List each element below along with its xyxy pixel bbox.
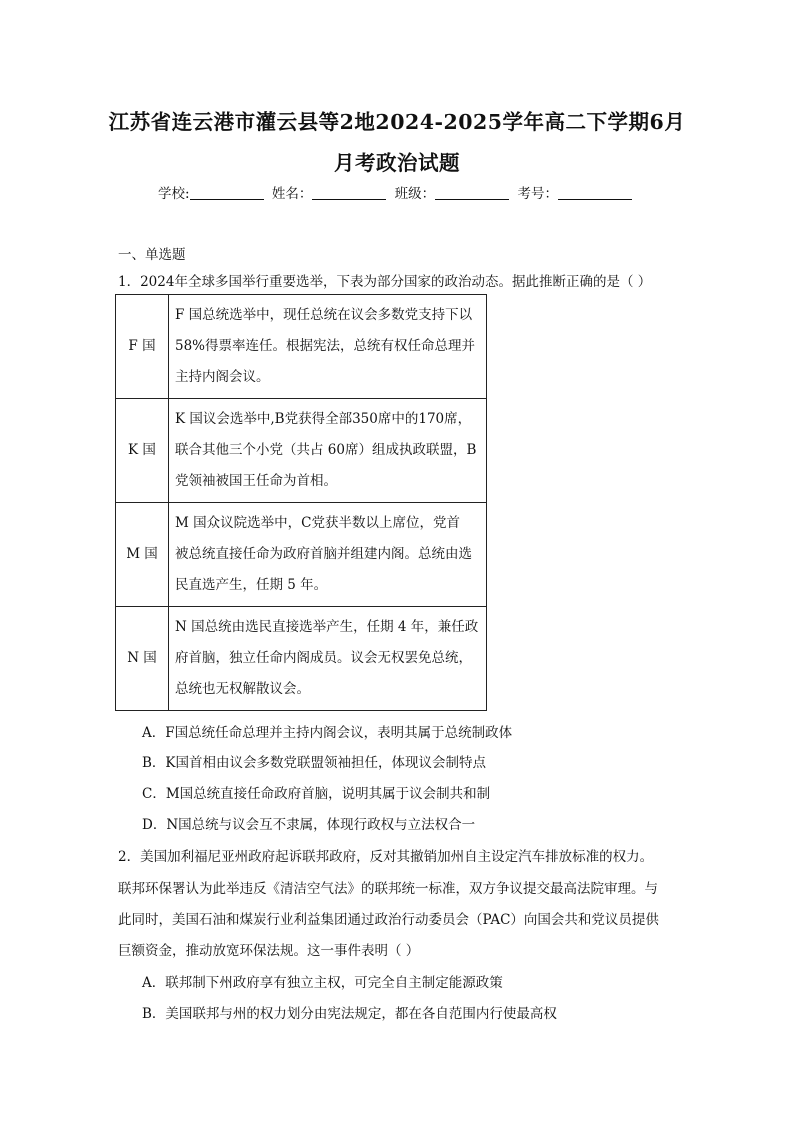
section-heading: 一、单选题 [118,247,186,263]
country-cell: F 国 [116,295,169,399]
description-line: 被总统直接任命为政府首脑并组建内阁。总统由选 [175,546,472,562]
country-cell: K 国 [116,399,169,503]
country-cell: N 国 [116,607,169,711]
name-blank[interactable] [312,185,386,200]
table-row [116,399,487,503]
document-title-line-1: 江苏省连云港市灌云县等2地2024-2025学年高二下学期6月 [108,110,686,134]
description-line: 总统也无权解散议会。 [175,681,310,697]
school-label: 学校: [158,186,190,202]
exam-no-label: 考号： [517,186,558,202]
document-title-line-2: 月考政治试题 [334,151,460,175]
description-line: M 国众议院选举中，C党获半数以上席位，党首 [175,515,460,531]
q2-option-b[interactable]: B．美国联邦与州的权力划分由宪法规定，都在各自范围内行使最高权 [142,1006,557,1022]
description-line: 府首脑，独立任命内阁成员。议会无权罢免总统， [175,650,472,666]
question-2-stem-line: 联邦环保署认为此举违反《清洁空气法》的联邦统一标准，双方争议提交最高法院审理。与 [118,881,658,897]
q1-option-a[interactable]: A．F国总统任命总理并主持内阁会议，表明其属于总统制政体 [142,725,513,741]
country-cell: M 国 [116,503,169,607]
question-2-stem-line: 此同时，美国石油和煤炭行业利益集团通过政治行动委员会（PAC）向国会共和党议员提供 [118,912,659,928]
description-line: 党领袖被国王任命为首相。 [175,473,337,489]
description-cell [169,503,487,607]
question-2-stem-line: 巨额资金，推动放宽环保法规。这一事件表明（ ） [118,943,420,959]
description-cell [169,295,487,399]
description-line: 58%得票率连任。根据宪法，总统有权任命总理并 [175,338,476,354]
q1-option-d[interactable]: D．N国总统与议会互不隶属，体现行政权与立法权合一 [142,817,476,833]
question-1-table [115,294,487,711]
q1-option-b[interactable]: B．K国首相由议会多数党联盟领袖担任，体现议会制特点 [142,755,487,771]
exam-no-blank[interactable] [558,185,632,200]
description-line: N 国总统由选民直接选举产生，任期 4 年，兼任政 [175,619,479,635]
question-2-stem-line: 2．美国加利福尼亚州政府起诉联邦政府，反对其撤销加州自主设定汽车排放标准的权力。 [118,849,654,865]
table-row [116,295,487,399]
table-row [116,607,487,711]
name-label: 姓名： [271,186,313,202]
class-label: 班级： [394,186,436,202]
table-row [116,503,487,607]
student-info-row [0,182,794,202]
description-line: K 国议会选举中,B党获得全部350席中的170席， [175,411,472,427]
question-1-stem: 1．2024年全球多国举行重要选举，下表为部分国家的政治动态。据此推断正确的是（ ） [118,274,652,290]
q1-option-c[interactable]: C．M国总统直接任命政府首脑，说明其属于议会制共和制 [142,786,491,802]
description-line: 民直选产生，任期 5 年。 [175,577,328,593]
description-line: 联合其他三个小党（共占 60席）组成执政联盟，B [175,442,477,458]
description-line: 主持内阁会议。 [175,369,270,385]
q2-option-a[interactable]: A．联邦制下州政府享有独立主权，可完全自主制定能源政策 [142,975,503,991]
description-line: F 国总统选举中，现任总统在议会多数党支持下以 [175,307,473,323]
school-blank[interactable] [190,185,264,200]
description-cell [169,607,487,711]
description-cell [169,399,487,503]
class-blank[interactable] [435,185,509,200]
